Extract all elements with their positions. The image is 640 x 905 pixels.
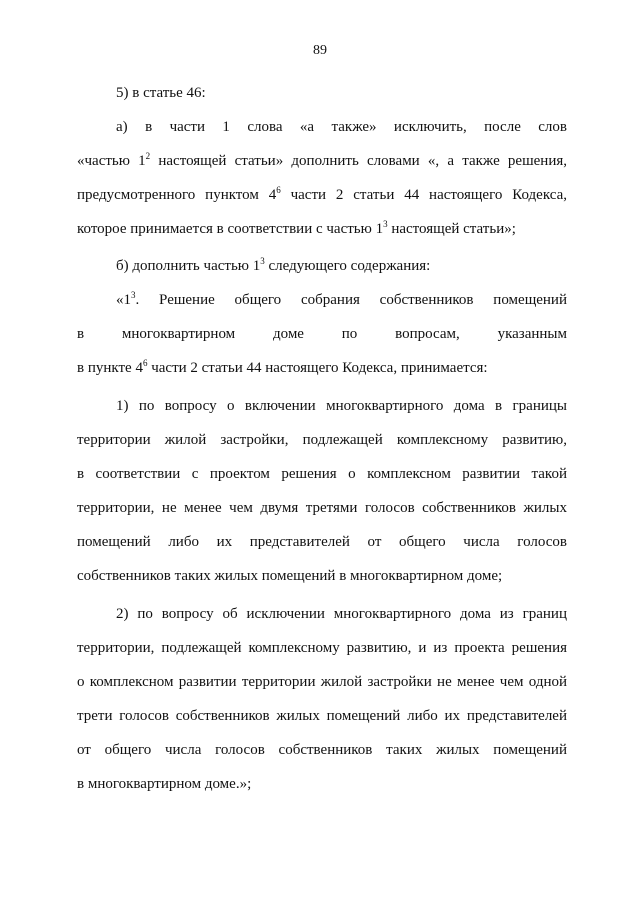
text-run: следующего содержания: — [264, 258, 431, 274]
superscript: 3 — [383, 219, 388, 229]
text-line — [77, 359, 567, 377]
text-run: собственников таких жилых помещений в многоквартирном доме; — [77, 568, 503, 584]
text-line — [77, 325, 567, 343]
text-run: территории, не менее чем двумя третями голосов собственников жилых — [77, 500, 567, 516]
text-run: территории жилой застройки, подлежащей комплексному развитию, — [77, 432, 567, 448]
text-run: от общего числа голосов собственников таких жилых помещений — [77, 742, 567, 758]
superscript: 6 — [142, 358, 148, 368]
text-run: в соответствии с проектом решения о комплексном развитии такой — [77, 466, 567, 482]
text-run: территории, подлежащей комплексному развитию, и из проекта решения — [77, 640, 567, 656]
text-line — [77, 741, 567, 759]
text-run: 2) по вопросу об исключении многоквартирного дома из границ — [116, 606, 567, 622]
text-line — [77, 152, 567, 170]
text-run: в многоквартирном доме по вопросам, указанным — [77, 326, 567, 342]
text-line — [77, 533, 567, 551]
text-run: настоящей статьи» дополнить словами «, а также решения, — [150, 153, 567, 169]
text-line — [77, 186, 567, 204]
text-line — [116, 397, 567, 415]
text-run: 1) по вопросу о включении многоквартирного дома в границы — [116, 398, 567, 414]
text-line — [77, 639, 567, 657]
text-line — [77, 465, 567, 483]
text-run: трети голосов собственников жилых помещений либо их представителей — [77, 708, 567, 724]
superscript: 3 — [260, 256, 265, 266]
text-line — [77, 431, 567, 449]
superscript: 6 — [276, 185, 281, 195]
superscript: 2 — [145, 151, 151, 161]
text-line — [116, 257, 567, 275]
text-run: которое принимается в соответствии с частью 1 — [77, 221, 384, 237]
page-number: 89 — [313, 43, 327, 58]
text-run: части 2 статьи 44 настоящего Кодекса, — [280, 187, 567, 203]
text-run: в пункте 4 — [77, 360, 143, 376]
text-line — [116, 84, 567, 102]
text-run: помещений либо их представителей от общего числа голосов — [77, 534, 567, 550]
text-run: «1 — [116, 292, 131, 308]
text-run: 5) в статье 46: — [116, 85, 206, 101]
text-run: «частью 1 — [77, 153, 146, 169]
text-line — [77, 567, 567, 585]
text-run: б) дополнить частью 1 — [116, 258, 261, 274]
text-line — [77, 220, 567, 238]
text-line — [77, 499, 567, 517]
text-run: . Решение общего собрания собственников помещений — [135, 292, 567, 308]
text-run: части 2 статьи 44 настоящего Кодекса, принимается: — [147, 360, 488, 376]
text-run: в многоквартирном доме.»; — [77, 776, 252, 792]
text-line — [77, 707, 567, 725]
text-line — [116, 291, 567, 309]
superscript: 3 — [131, 290, 136, 300]
text-line — [77, 673, 567, 691]
text-run: о комплексном развитии территории жилой застройки не менее чем одной — [77, 674, 567, 690]
text-line — [77, 775, 567, 793]
text-line — [116, 118, 567, 136]
text-run: предусмотренного пунктом 4 — [77, 187, 277, 203]
text-line — [116, 605, 567, 623]
text-run: настоящей статьи»; — [387, 221, 516, 237]
text-run: а) в части 1 слова «а также» исключить, после слов — [116, 119, 567, 135]
